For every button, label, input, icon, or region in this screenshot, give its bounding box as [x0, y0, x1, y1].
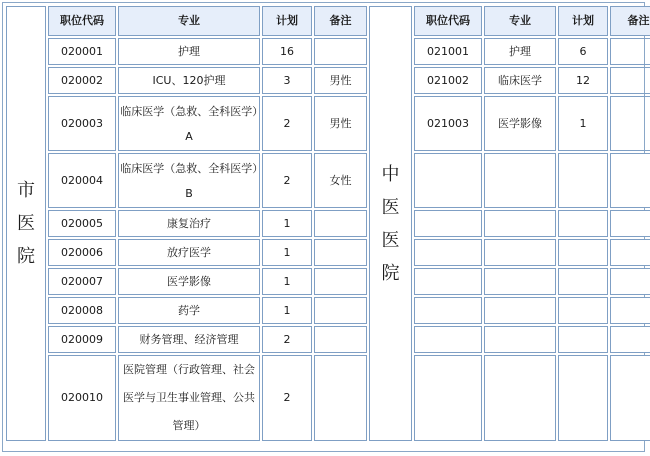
empty-cell — [610, 210, 650, 237]
major-name — [118, 153, 260, 208]
empty-cell — [414, 210, 482, 237]
empty-cell — [558, 239, 608, 266]
major-name: 财务管理、经济管理 — [118, 326, 260, 353]
major-name-right: 护理 — [484, 38, 556, 65]
header-plan-right: 计划 — [558, 6, 608, 36]
table-row — [6, 239, 650, 266]
plan-count-right: 1 — [558, 96, 608, 151]
empty-cell — [484, 326, 556, 353]
note — [314, 297, 367, 324]
table-row — [6, 67, 650, 94]
recruitment-table — [4, 4, 650, 443]
empty-cell — [610, 297, 650, 324]
note: 男性 — [314, 96, 367, 151]
empty-cell — [610, 239, 650, 266]
header-row — [6, 6, 650, 36]
header-code-left: 职位代码 — [48, 6, 116, 36]
header-note-left: 备注 — [314, 6, 367, 36]
note — [314, 268, 367, 295]
table-row — [6, 38, 650, 65]
empty-cell — [484, 355, 556, 441]
major-name: 医学影像 — [118, 268, 260, 295]
plan-count: 1 — [262, 210, 312, 237]
position-code: 020002 — [48, 67, 116, 94]
major-name: 放疗医学 — [118, 239, 260, 266]
empty-cell — [558, 326, 608, 353]
note: 女性 — [314, 153, 367, 208]
empty-cell — [414, 153, 482, 208]
position-code: 020010 — [48, 355, 116, 441]
note-right — [610, 96, 650, 151]
empty-cell — [558, 268, 608, 295]
empty-cell — [414, 355, 482, 441]
empty-cell — [414, 268, 482, 295]
plan-count: 1 — [262, 297, 312, 324]
note-right — [610, 67, 650, 94]
position-code: 020001 — [48, 38, 116, 65]
plan-count: 1 — [262, 268, 312, 295]
left-group-name: 市医院 — [17, 180, 35, 267]
major-name-text: 医院管理（行政管理、社会医学与卫生事业管理、公共管理） — [123, 363, 255, 432]
plan-count: 2 — [262, 326, 312, 353]
empty-cell — [610, 153, 650, 208]
left-group-label — [6, 6, 46, 441]
empty-cell — [558, 210, 608, 237]
header-code-right: 职位代码 — [414, 6, 482, 36]
position-code: 020005 — [48, 210, 116, 237]
header-major-left: 专业 — [118, 6, 260, 36]
empty-cell — [414, 297, 482, 324]
table-row — [6, 210, 650, 237]
plan-count-right: 12 — [558, 67, 608, 94]
position-code: 020007 — [48, 268, 116, 295]
major-name — [118, 96, 260, 151]
table-row — [6, 355, 650, 441]
position-code: 020004 — [48, 153, 116, 208]
note — [314, 326, 367, 353]
position-code-right: 021002 — [414, 67, 482, 94]
empty-cell — [484, 268, 556, 295]
empty-cell — [414, 326, 482, 353]
empty-cell — [610, 326, 650, 353]
empty-cell — [484, 210, 556, 237]
major-name: ICU、120护理 — [118, 67, 260, 94]
empty-cell — [558, 355, 608, 441]
plan-count: 1 — [262, 239, 312, 266]
position-code: 020008 — [48, 297, 116, 324]
note: 男性 — [314, 67, 367, 94]
major-name — [118, 355, 260, 441]
note-right — [610, 38, 650, 65]
table-row — [6, 96, 650, 151]
empty-cell — [610, 268, 650, 295]
header-note-right: 备注 — [610, 6, 650, 36]
position-code: 020006 — [48, 239, 116, 266]
position-code-right: 021003 — [414, 96, 482, 151]
major-name-right: 医学影像 — [484, 96, 556, 151]
empty-cell — [610, 355, 650, 441]
note — [314, 355, 367, 441]
empty-cell — [558, 153, 608, 208]
major-name-right: 临床医学 — [484, 67, 556, 94]
major-name: 护理 — [118, 38, 260, 65]
position-code: 020003 — [48, 96, 116, 151]
major-name-text: 临床医学（急救、全科医学）B — [120, 161, 258, 200]
table-row — [6, 268, 650, 295]
plan-count: 3 — [262, 67, 312, 94]
plan-count: 2 — [262, 355, 312, 441]
note — [314, 239, 367, 266]
header-major-right: 专业 — [484, 6, 556, 36]
plan-count: 2 — [262, 96, 312, 151]
position-code: 020009 — [48, 326, 116, 353]
note — [314, 38, 367, 65]
plan-count: 16 — [262, 38, 312, 65]
position-code-right: 021001 — [414, 38, 482, 65]
empty-cell — [414, 239, 482, 266]
right-group-name: 中医医院 — [381, 163, 400, 284]
empty-cell — [484, 297, 556, 324]
major-name-text: 临床医学（急救、全科医学）A — [120, 104, 258, 143]
empty-cell — [484, 239, 556, 266]
right-group-label — [369, 6, 412, 441]
plan-count: 2 — [262, 153, 312, 208]
plan-count-right: 6 — [558, 38, 608, 65]
major-name: 药学 — [118, 297, 260, 324]
empty-cell — [558, 297, 608, 324]
table-row — [6, 326, 650, 353]
table-row — [6, 297, 650, 324]
table-row — [6, 153, 650, 208]
header-plan-left: 计划 — [262, 6, 312, 36]
major-name: 康复治疗 — [118, 210, 260, 237]
empty-cell — [484, 153, 556, 208]
note — [314, 210, 367, 237]
